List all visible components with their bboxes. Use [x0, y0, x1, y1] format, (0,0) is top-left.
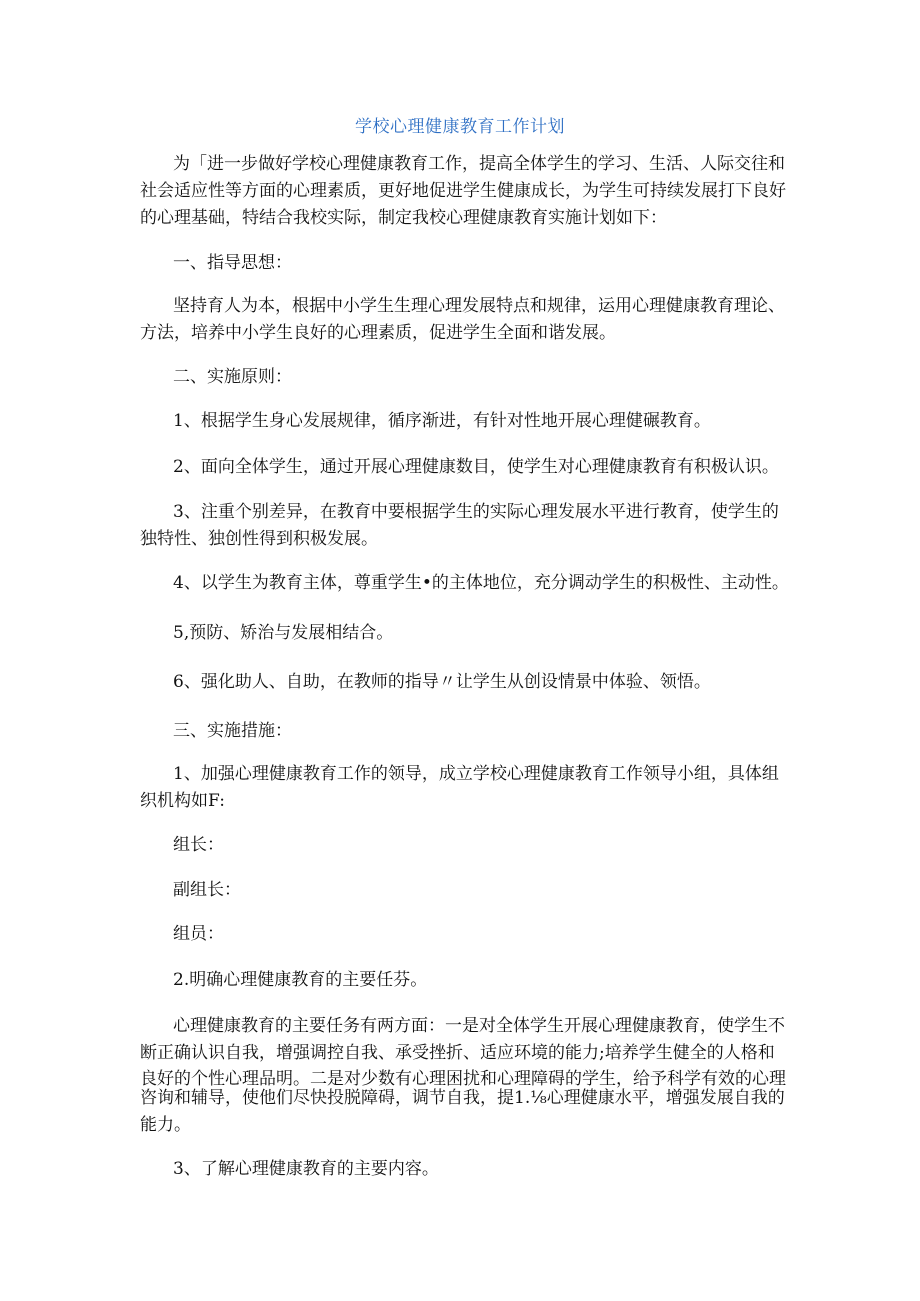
members-label: 组员：: [173, 924, 224, 944]
section3-heading: 三、实施措施：: [173, 721, 292, 741]
principle-5: 5,预防、矫治与发展相结合。: [173, 623, 394, 643]
section1-line-1: 坚持育人为本，根据中小学生生理心理发展特点和规律，运用心理健康教育理论、: [173, 296, 785, 316]
tasks-line-5: 能力。: [140, 1115, 191, 1135]
section2-heading: 二、实施原则：: [173, 367, 292, 387]
section1-heading: 一、指导思想：: [173, 253, 292, 273]
intro-line-2: 社会适应性等方面的心理素质，更好地促进学生健康成长，为学生可持续发展打下良好: [140, 181, 786, 201]
section1-line-2: 方法，培养中小学生良好的心理素质，促进学生全面和谐发展。: [140, 323, 616, 343]
tasks-line-4: 咨询和辅导，使他们尽快投脱障碍，调节自我，提1.⅛心理健康水平，增强发展自我的: [140, 1088, 785, 1108]
tasks-line-1: 心理健康教育的主要任务有两方面：一是对全体学生开展心理健康教育，使学生不: [173, 1016, 785, 1036]
intro-line-3: 的心理基础，特结合我校实际，制定我校心理健康教育实施计划如下：: [140, 208, 667, 228]
principle-4: 4、以学生为教育主体，尊重学生•的主体地位，充分调动学生的积极性、主动性。: [173, 573, 789, 593]
document-title: 学校心理健康教育工作计划: [355, 117, 565, 137]
measure-1-line-2: 织机构如F:: [140, 791, 225, 811]
principle-1: 1、根据学生身心发展规律，循序渐进，有针对性地开展心理健碾教育。: [173, 411, 711, 431]
measure-3: 3、了解心理健康教育的主要内容。: [173, 1159, 439, 1179]
tasks-line-3: 良好的个性心理品明。二是对少数有心理困扰和心理障碍的学生，给予科学有效的心理: [140, 1069, 786, 1089]
principle-2: 2、面向全体学生，通过开展心理健康数目，使学生对心理健康教育有积极认识。: [173, 457, 779, 477]
vice-leader-label: 副组长：: [173, 880, 241, 900]
principle-3-line-1: 3、注重个别差异，在教育中要根据学生的实际心理发展水平进行教育，使学生的: [173, 502, 779, 522]
measure-1-line-1: 1、加强心理健康教育工作的领导，成立学校心理健康教育工作领导小组，具体组: [173, 764, 779, 784]
principle-6: 6、强化助人、自助，在教师的指导〃让学生从创设情景中体验、领悟。: [173, 672, 711, 692]
intro-line-1: 为「进一步做好学校心理健康教育工作，提高全体学生的学习、生活、人际交往和: [173, 154, 785, 174]
leader-label: 组长：: [173, 835, 224, 855]
measure-2: 2.明确心理健康教育的主要任芬。: [173, 970, 428, 990]
principle-3-line-2: 独特性、独创性得到积极发展。: [140, 529, 378, 549]
tasks-line-2: 断正确认识自我，增强调控自我、承受挫折、适应环境的能力;培养学生健全的人格和: [140, 1043, 775, 1063]
